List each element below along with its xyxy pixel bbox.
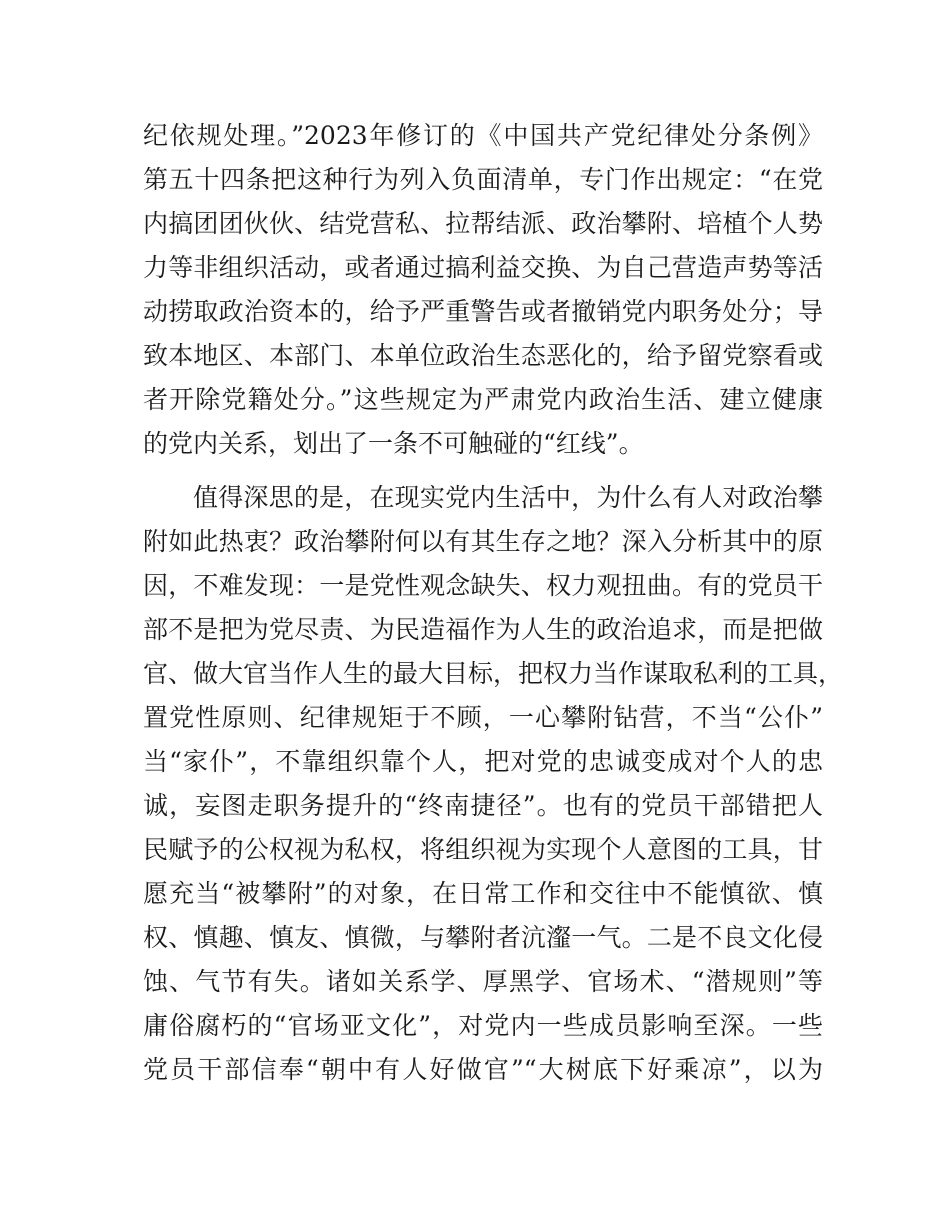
text-line: 庸俗腐朽的“官场亚文化”，对党内一些成员影响至深。一些 <box>143 1011 823 1040</box>
text-line: 动捞取政治资本的，给予严重警告或者撤销党内职务处分；导 <box>143 297 823 326</box>
text-line: 的党内关系，划出了一条不可触碰的“红线”。 <box>143 429 644 458</box>
text-line: 官、做大官当作人生的最大目标，把权力当作谋取私利的工具， <box>143 659 844 688</box>
text-line: 值得深思的是，在现实党内生活中，为什么有人对政治攀 <box>193 483 823 512</box>
text-line: 诚，妄图走职务提升的“终南捷径”。也有的党员干部错把人 <box>143 791 823 820</box>
text-line: 第五十四条把这种行为列入负面清单，专门作出规定：“在党 <box>143 165 823 194</box>
text-line: 蚀、气节有失。诸如关系学、厚黑学、官场术、“潜规则”等 <box>143 967 823 996</box>
text-line: 因，不难发现：一是党性观念缺失、权力观扭曲。有的党员干 <box>143 571 823 600</box>
text-line: 致本地区、本部门、本单位政治生态恶化的，给予留党察看或 <box>143 341 823 370</box>
text-line: 民赋予的公权视为私权，将组织视为实现个人意图的工具，甘 <box>143 835 823 864</box>
text-line: 党员干部信奉“朝中有人好做官”“大树底下好乘凉”，以为 <box>143 1055 823 1084</box>
text-line: 权、慎趣、慎友、慎微，与攀附者沆瀣一气。二是不良文化侵 <box>143 923 823 952</box>
text-line: 部不是把为党尽责、为民造福作为人生的政治追求，而是把做 <box>143 615 823 644</box>
text-line: 当“家仆”，不靠组织靠个人，把对党的忠诚变成对个人的忠 <box>143 747 823 776</box>
text-line: 力等非组织活动，或者通过搞利益交换、为自己营造声势等活 <box>143 253 823 282</box>
text-line: 纪依规处理。”2023年修订的《中国共产党纪律处分条例》 <box>143 121 823 150</box>
text-line: 内搞团团伙伙、结党营私、拉帮结派、政治攀附、培植个人势 <box>143 209 823 238</box>
text-line: 者开除党籍处分。”这些规定为严肃党内政治生活、建立健康 <box>143 385 823 414</box>
text-line: 愿充当“被攀附”的对象，在日常工作和交往中不能慎欲、慎 <box>143 879 823 908</box>
text-line: 附如此热衷？政治攀附何以有其生存之地？深入分析其中的原 <box>143 527 823 556</box>
text-line: 置党性原则、纪律规矩于不顾，一心攀附钻营，不当“公仆” <box>143 703 823 732</box>
